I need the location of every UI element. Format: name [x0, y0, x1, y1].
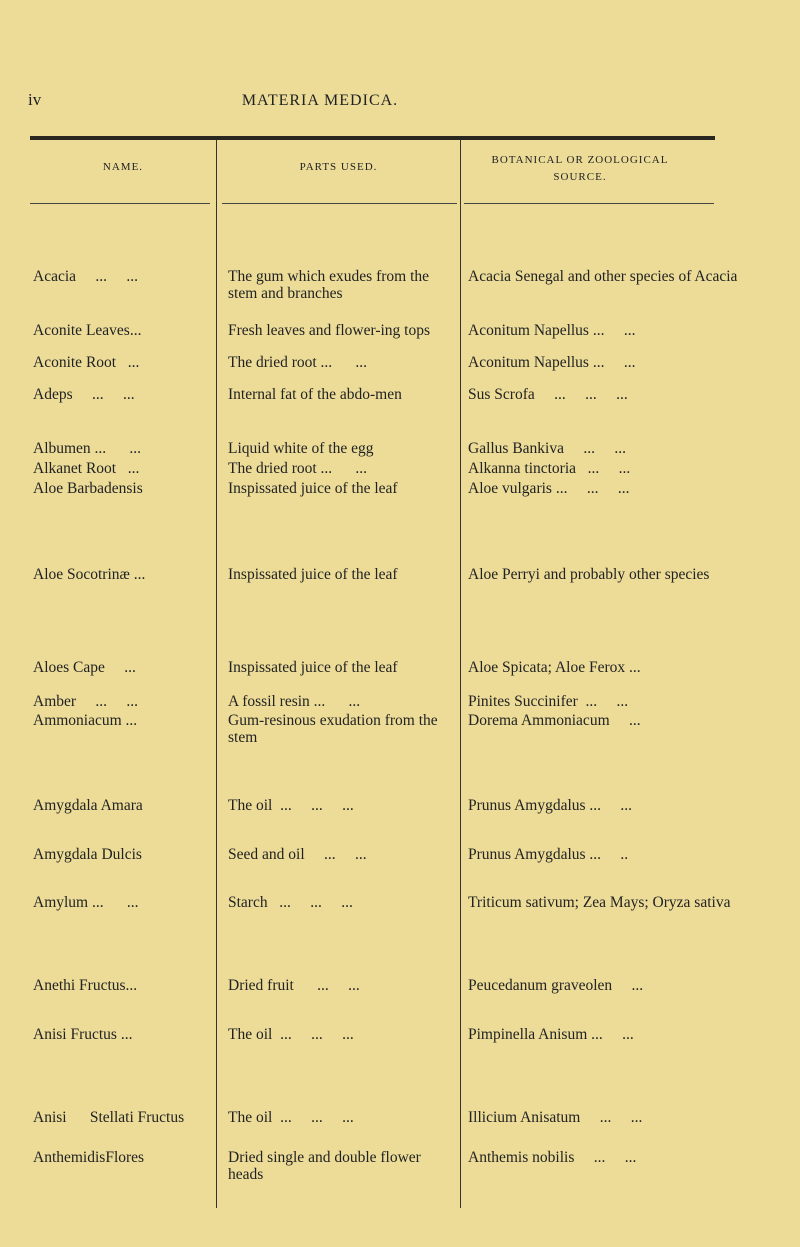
row-source: Peucedanum graveolen ...: [468, 977, 644, 994]
row-name: Aconite Root ...: [33, 354, 140, 371]
header-underline: [30, 203, 210, 204]
row-name: Albumen ... ...: [33, 440, 142, 457]
row-name: Acacia ... ...: [33, 268, 139, 285]
row-name: Aloe Barbadensis: [33, 480, 143, 497]
row-name: Anethi Fructus...: [33, 977, 138, 994]
header-parts: PARTS USED.: [299, 161, 378, 173]
row-name: Amygdala Amara: [33, 797, 143, 814]
row-name: Adeps ... ...: [33, 386, 135, 403]
page-number: iv: [28, 90, 42, 109]
row-parts-used: Internal fat of the abdo-men: [228, 386, 402, 403]
row-parts-used: The gum which exudes from the stem and branches: [228, 268, 433, 302]
row-parts-used: The dried root ... ...: [228, 354, 368, 371]
row-name: AnthemidisFlores: [33, 1149, 145, 1166]
row-source: Aconitum Napellus ... ...: [468, 354, 636, 371]
header-underline: [222, 203, 457, 204]
header-source: BOTANICAL OR ZOOLOGICAL SOURCE.: [491, 154, 669, 183]
row-parts-used: The oil ... ... ...: [228, 1026, 354, 1043]
row-source: Dorema Ammoniacum ...: [468, 712, 641, 729]
row-name: Anisi Stellati Fructus: [33, 1109, 185, 1126]
row-source: Prunus Amygdalus ... ...: [468, 797, 633, 814]
row-name: Aloe Socotrinæ ...: [33, 566, 146, 583]
row-name: Ammoniacum ...: [33, 712, 138, 729]
row-parts-used: Dried single and double flower heads: [228, 1149, 425, 1183]
row-parts-used: A fossil resin ... ...: [228, 693, 361, 710]
row-name: Amber ... ...: [33, 693, 139, 710]
row-name: Aconite Leaves...: [33, 322, 142, 339]
row-source: Anthemis nobilis ... ...: [468, 1149, 637, 1166]
header-underline: [464, 203, 714, 204]
row-parts-used: The dried root ... ...: [228, 460, 368, 477]
row-parts-used: Inspissated juice of the leaf: [228, 480, 398, 497]
row-parts-used: Dried fruit ... ...: [228, 977, 360, 994]
row-parts-used: Seed and oil ... ...: [228, 846, 367, 863]
row-source: Acacia Senegal and other species of Acacia: [468, 268, 738, 285]
row-parts-used: The oil ... ... ...: [228, 1109, 354, 1126]
row-name: Alkanet Root ...: [33, 460, 140, 477]
row-parts-used: Liquid white of the egg: [228, 440, 374, 457]
row-name: Aloes Cape ...: [33, 659, 136, 676]
row-source: Aconitum Napellus ... ...: [468, 322, 636, 339]
row-source: Illicium Anisatum ... ...: [468, 1109, 643, 1126]
row-parts-used: Gum-resinous exudation from the stem: [228, 712, 442, 746]
row-parts-used: Starch ... ... ...: [228, 894, 353, 911]
row-source: Gallus Bankiva ... ...: [468, 440, 626, 457]
row-source: Alkanna tinctoria ... ...: [468, 460, 631, 477]
row-name: Amylum ... ...: [33, 894, 139, 911]
column-divider: [460, 140, 461, 1208]
row-source: Aloe Spicata; Aloe Ferox ...: [468, 659, 641, 676]
row-source: Aloe vulgaris ... ... ...: [468, 480, 630, 497]
row-source: Prunus Amygdalus ... ..: [468, 846, 629, 863]
row-source: Sus Scrofa ... ... ...: [468, 386, 628, 403]
row-source: Aloe Perryi and probably other species: [468, 566, 710, 583]
row-parts-used: The oil ... ... ...: [228, 797, 354, 814]
column-divider: [216, 140, 217, 1208]
page-title: MATERIA MEDICA.: [241, 92, 399, 109]
row-name: Amygdala Dulcis: [33, 846, 142, 863]
row-source: Pimpinella Anisum ... ...: [468, 1026, 634, 1043]
row-parts-used: Inspissated juice of the leaf: [228, 659, 398, 676]
row-source: Pinites Succinifer ... ...: [468, 693, 629, 710]
row-source: Triticum sativum; Zea Mays; Oryza sativa: [468, 894, 731, 911]
row-name: Anisi Fructus ...: [33, 1026, 133, 1043]
row-parts-used: Fresh leaves and flower-ing tops: [228, 322, 430, 339]
header-name: NAME.: [102, 161, 144, 173]
row-parts-used: Inspissated juice of the leaf: [228, 566, 398, 583]
top-rule: [30, 136, 715, 140]
